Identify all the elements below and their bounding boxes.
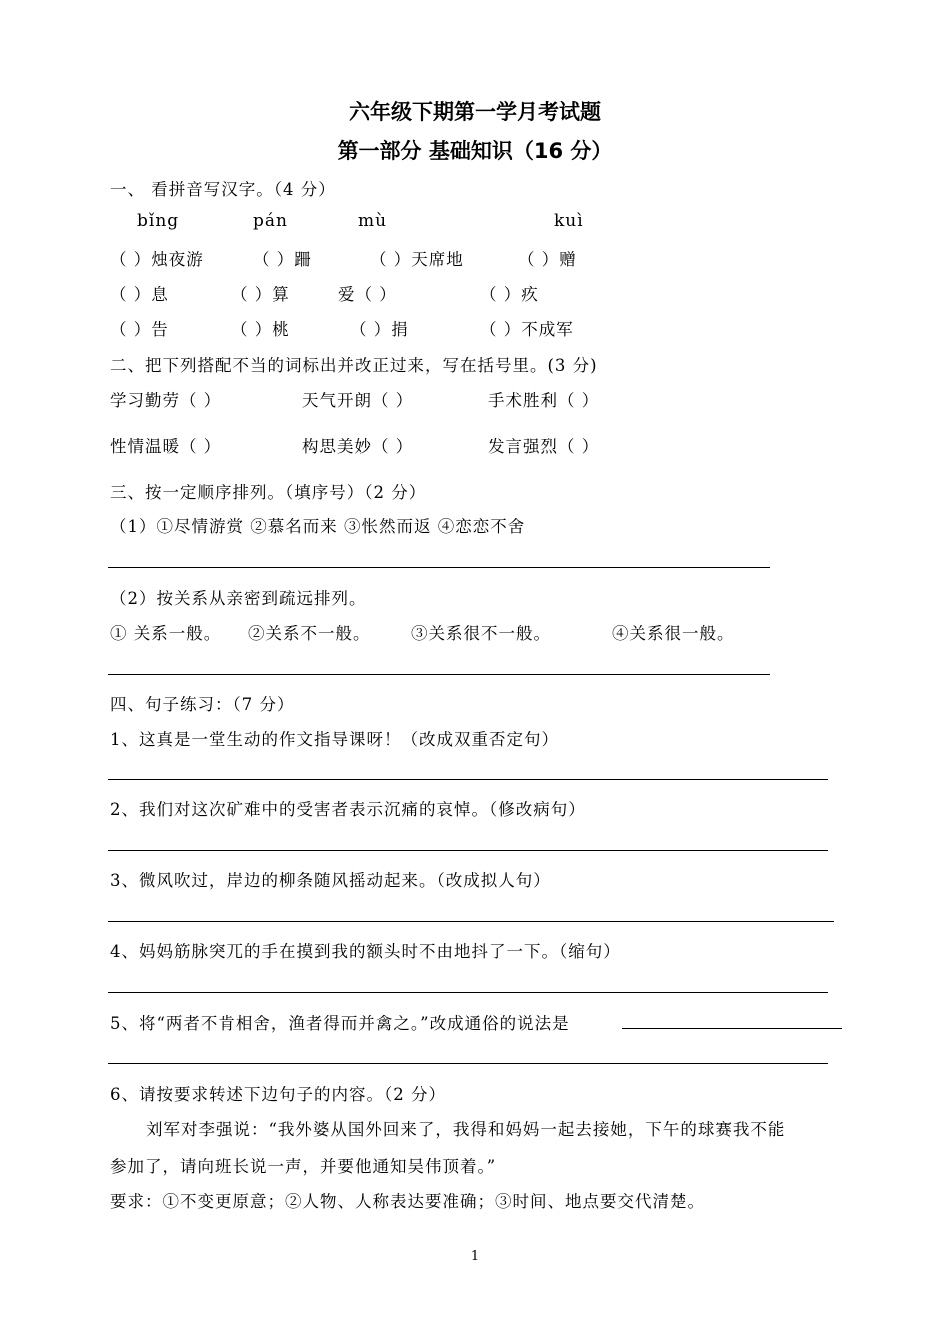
q2-item: 手术胜利（ ） (488, 391, 600, 410)
q2-item: 学习勤劳（ ） (110, 391, 222, 410)
pinyin-4: kuì (554, 211, 584, 231)
passage-line-2: 参加了，请向班长说一声，并要他通知吴伟顶着。” (110, 1157, 497, 1176)
q1-item: （ ）烛夜游 (110, 250, 204, 269)
answer-line (108, 992, 828, 993)
answer-line (108, 1063, 828, 1064)
q1-item: （ ）天席地 (370, 250, 464, 269)
q4-sentence-3: 3、微风吹过，岸边的柳条随风摇动起来。（改成拟人句） (110, 871, 551, 890)
q4-sentence-2: 2、我们对这次矿难中的受害者表示沉痛的哀悼。（修改病句） (110, 800, 586, 819)
q1-item: （ ）告 (110, 320, 169, 339)
requirements: 要求：①不变更原意；②人物、人称表达要准确；③时间、地点要交代清楚。 (110, 1192, 705, 1211)
q3-option: ④关系很一般。 (612, 624, 735, 643)
q1-item: （ ）桃 (231, 320, 290, 339)
q2-heading: 二、把下列搭配不当的词标出并改正过来，写在括号里。(3 分) (110, 356, 598, 375)
pinyin-1: bǐng (137, 211, 180, 231)
q3-option: ① 关系一般。 (110, 624, 222, 643)
q2-item: 性情温暖（ ） (110, 437, 222, 456)
q1-item: （ ）捐 (350, 320, 409, 339)
answer-line (108, 567, 770, 568)
q4-sentence-4: 4、妈妈筋脉突兀的手在摸到我的额头时不由地抖了一下。（缩句） (110, 942, 621, 961)
q3-heading: 三、按一定顺序排列。（填序号）（2 分） (110, 483, 427, 502)
q3-option: ②关系不一般。 (248, 624, 371, 643)
answer-line (108, 921, 834, 922)
passage-line-1: 刘军对李强说：“我外婆从国外回来了，我得和妈妈一起去接她，下午的球赛我不能 (146, 1120, 786, 1139)
q3-option: ③关系很不一般。 (411, 624, 551, 643)
q4-sentence-6: 6、请按要求转述下边句子的内容。（2 分） (110, 1085, 446, 1104)
q1-item: （ ）息 (110, 285, 169, 304)
q2-item: 发言强烈（ ） (488, 437, 600, 456)
q1-item: 爱（ ） (338, 285, 397, 304)
answer-line (108, 674, 770, 675)
answer-blank (622, 1028, 842, 1029)
page-number: 1 (470, 1249, 480, 1264)
answer-line (108, 850, 828, 851)
q1-heading: 一、 看拼音写汉字。（4 分） (110, 180, 336, 199)
q2-item: 天气开朗（ ） (302, 391, 414, 410)
q4-sentence-5: 5、将“两者不肯相舍，渔者得而并禽之。”改成通俗的说法是 (110, 1014, 570, 1033)
page-title: 六年级下期第一学月考试题 (349, 100, 601, 124)
pinyin-2: pán (253, 211, 288, 231)
q1-item: （ ）不成军 (480, 320, 574, 339)
q1-item: （ ）赠 (518, 250, 577, 269)
q2-item: 构思美妙（ ） (302, 437, 414, 456)
q1-item: （ ）疚 (480, 285, 539, 304)
q1-item: （ ）算 (231, 285, 290, 304)
q1-item: （ ）跚 (253, 250, 312, 269)
q3-item-1: （1）①尽情游赏 ②慕名而来 ③怅然而返 ④恋恋不舍 (110, 517, 526, 536)
answer-line (108, 779, 828, 780)
pinyin-3: mù (358, 211, 388, 231)
q3-item-2: （2）按关系从亲密到疏远排列。 (110, 589, 367, 608)
q4-heading: 四、句子练习：（7 分） (110, 695, 295, 714)
q4-sentence-1: 1、这真是一堂生动的作文指导课呀！（改成双重否定句） (110, 730, 559, 749)
section-title: 第一部分 基础知识（16 分） (337, 139, 613, 163)
